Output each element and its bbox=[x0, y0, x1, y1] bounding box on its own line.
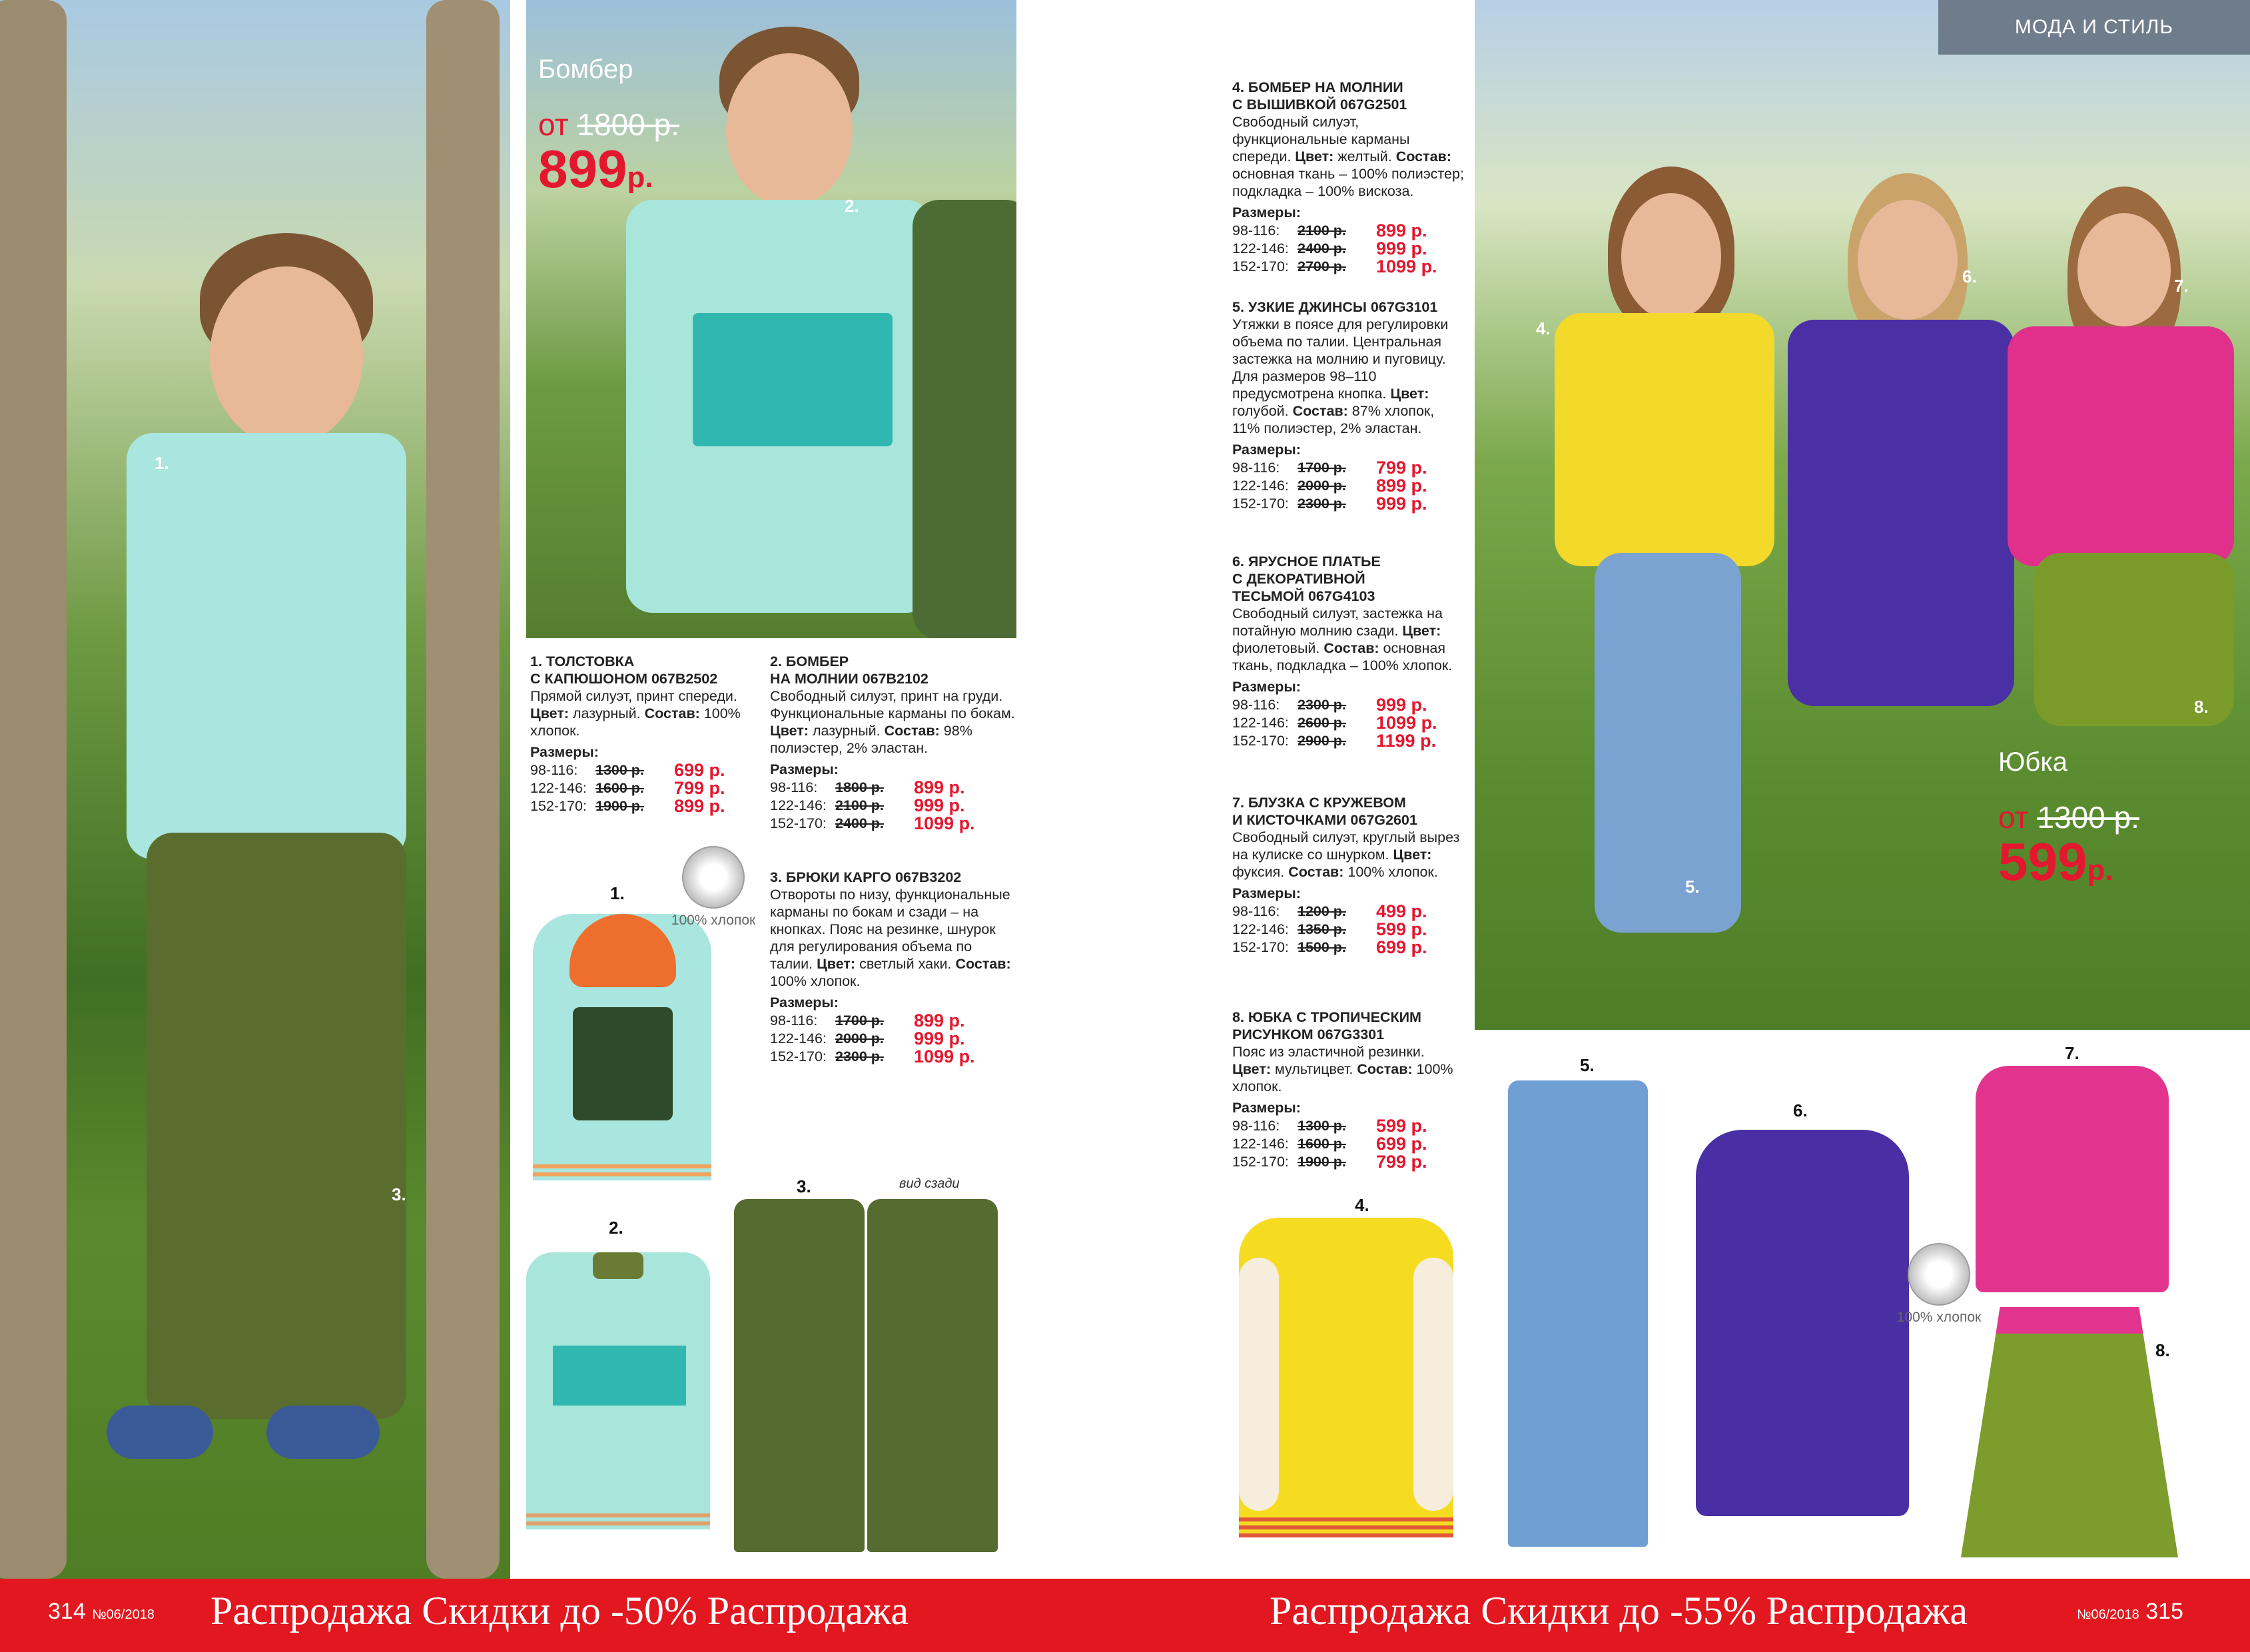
old-price: 2900 р. bbox=[1298, 732, 1346, 749]
product-block-2 bbox=[770, 653, 1016, 832]
photo-boys-bomber bbox=[526, 0, 1016, 638]
product-image-yellow-bomber bbox=[1239, 1218, 1453, 1537]
palm-trunk bbox=[0, 0, 67, 1579]
cotton-badge bbox=[1889, 1243, 1989, 1326]
sneaker bbox=[107, 1406, 213, 1459]
size-range: 152-170: bbox=[1232, 495, 1289, 512]
product-description: Свободный силуэт, принт на груди. Функциональные карманы по бокам. Цвет: лазурный. Состав: 98% полиэстер, 2% эластан. bbox=[770, 688, 1015, 756]
new-price: 899 р. bbox=[1376, 475, 1427, 496]
product-block-7 bbox=[1232, 794, 1465, 956]
overlay-old-price bbox=[538, 107, 679, 143]
photo-number: 7. bbox=[2174, 276, 2189, 296]
old-price: 1900 р. bbox=[1298, 1153, 1346, 1170]
product-number: 2. bbox=[609, 1218, 623, 1238]
size-range: 152-170: bbox=[770, 1048, 827, 1064]
size-row bbox=[770, 796, 1016, 814]
product-number: 4. bbox=[1355, 1195, 1369, 1215]
size-range: 98-116: bbox=[1232, 1117, 1280, 1134]
photo-number: 2. bbox=[845, 196, 859, 216]
old-price: 2000 р. bbox=[835, 1030, 884, 1046]
product-image-cargo-back bbox=[867, 1199, 998, 1552]
size-row bbox=[770, 814, 1016, 832]
overlay-new-price bbox=[1998, 831, 2113, 893]
new-price: 999 р. bbox=[914, 1028, 965, 1048]
new-price: 799 р. bbox=[1376, 457, 1427, 478]
new-price: 1099 р. bbox=[914, 813, 975, 833]
new-price: 599 р. bbox=[1376, 919, 1427, 939]
face bbox=[2077, 213, 2171, 326]
face bbox=[1858, 200, 1958, 320]
rib-hem bbox=[1239, 1513, 1453, 1537]
old-price: 1700 р. bbox=[835, 1012, 884, 1029]
face bbox=[210, 266, 363, 446]
size-range: 98-116: bbox=[1232, 696, 1280, 713]
product-image-bomber bbox=[526, 1252, 710, 1529]
new-price: 899 р. bbox=[914, 1010, 965, 1031]
size-list bbox=[1232, 902, 1465, 956]
product-description: Пояс из эластичной резинки. Цвет: мультицвет. Состав: 100% хлопок. bbox=[1232, 1044, 1453, 1094]
photo-number: 3. bbox=[392, 1184, 406, 1204]
size-range: 122-146: bbox=[1232, 714, 1289, 731]
size-row bbox=[770, 1011, 1016, 1029]
footer-bar bbox=[0, 1579, 2250, 1652]
product-number: 7. bbox=[2065, 1043, 2079, 1063]
new-price: 499 р. bbox=[1376, 901, 1427, 921]
size-row bbox=[530, 761, 757, 779]
old-price: 2400 р. bbox=[1298, 240, 1346, 256]
new-price: 699 р. bbox=[1376, 937, 1427, 957]
product-description: Свободный силуэт, застежка на потайную молнию сзади. Цвет: фиолетовый. Состав: основная ткань, подкладка – 100% хлопок. bbox=[1232, 606, 1453, 673]
product-description: Отвороты по низу, функциональные карманы по бокам и сзади – на кнопках. Пояс на резинке, шнурок для регулирования объема по талии. Цвет: светлый хаки. Состав: 100% хлопок. bbox=[770, 887, 1011, 989]
rib-hem bbox=[526, 1509, 710, 1529]
size-list bbox=[1232, 695, 1465, 749]
size-list bbox=[770, 778, 1016, 832]
old-price: 1300 р. bbox=[1298, 1117, 1346, 1134]
sizes-label: Размеры: bbox=[1232, 1100, 1301, 1116]
product-title: 8. ЮБКА С ТРОПИЧЕСКИМ РИСУНКОМ 067G3301 bbox=[1232, 1009, 1421, 1042]
size-list bbox=[1232, 221, 1465, 275]
size-row bbox=[1232, 1134, 1465, 1152]
photo-girls bbox=[1475, 0, 2250, 1030]
overlay-currency: р. bbox=[627, 161, 653, 194]
product-description: Прямой силуэт, принт спереди. Цвет: лазурный. Состав: 100% хлопок. bbox=[530, 688, 741, 739]
product-number: 5. bbox=[1580, 1055, 1595, 1075]
new-price: 599 р. bbox=[1376, 1115, 1427, 1136]
old-price: 2400 р. bbox=[835, 815, 884, 831]
new-price: 999 р. bbox=[1376, 238, 1427, 258]
product-image-hoodie bbox=[533, 914, 711, 1180]
size-range: 98-116: bbox=[1232, 459, 1280, 476]
hoodie bbox=[127, 433, 406, 859]
product-block-4 bbox=[1232, 79, 1465, 275]
size-range: 98-116: bbox=[1232, 903, 1280, 919]
sizes-label: Размеры: bbox=[1232, 679, 1301, 695]
size-row bbox=[770, 1047, 1016, 1065]
size-row bbox=[1232, 713, 1465, 731]
issue-number: №06/2018 bbox=[92, 1607, 155, 1622]
size-row bbox=[1232, 476, 1465, 494]
cotton-flower-icon bbox=[1908, 1243, 1970, 1306]
old-price: 2300 р. bbox=[1298, 696, 1346, 713]
product-description: Свободный силуэт, круглый вырез на кулиске со шнурком. Цвет: фуксия. Состав: 100% хлопок. bbox=[1232, 829, 1460, 880]
overlay-from: от bbox=[1998, 800, 2029, 835]
size-row bbox=[1232, 920, 1465, 938]
old-price: 2100 р. bbox=[1298, 222, 1346, 238]
sale-banner-left: Распродажа Скидки до -50% Распродажа bbox=[210, 1589, 909, 1633]
new-price: 899 р. bbox=[914, 777, 965, 797]
new-price: 1099 р. bbox=[1376, 256, 1437, 276]
sizes-label: Размеры: bbox=[770, 995, 839, 1011]
product-block-1 bbox=[530, 653, 757, 815]
rib-hem bbox=[533, 1160, 711, 1180]
old-price: 2000 р. bbox=[1298, 477, 1346, 494]
size-row bbox=[1232, 902, 1465, 920]
old-price: 1900 р. bbox=[595, 797, 644, 814]
size-range: 152-170: bbox=[1232, 732, 1289, 749]
hood bbox=[569, 914, 676, 987]
size-range: 98-116: bbox=[530, 761, 578, 778]
product-image-skirt bbox=[1961, 1307, 2178, 1557]
photo-number: 6. bbox=[1962, 266, 1977, 286]
size-range: 98-116: bbox=[770, 779, 818, 795]
page-number-left bbox=[48, 1599, 155, 1625]
old-price: 1200 р. bbox=[1298, 903, 1346, 919]
size-range: 98-116: bbox=[770, 1012, 818, 1029]
sizes-label: Размеры: bbox=[1232, 442, 1301, 458]
old-price: 1300 р. bbox=[595, 761, 644, 778]
size-list bbox=[530, 761, 757, 815]
old-price: 2700 р. bbox=[1298, 258, 1346, 274]
size-row bbox=[1232, 494, 1465, 512]
size-row bbox=[1232, 239, 1465, 257]
new-price: 1099 р. bbox=[1376, 712, 1437, 733]
page-number: 315 bbox=[2145, 1599, 2183, 1624]
cargo-pants bbox=[147, 833, 406, 1419]
new-price: 999 р. bbox=[914, 795, 965, 815]
page-number-right bbox=[2077, 1599, 2183, 1625]
size-range: 152-170: bbox=[530, 797, 587, 814]
sale-banner-right: Распродажа Скидки до -55% Распродажа bbox=[1270, 1589, 1968, 1633]
old-price: 2300 р. bbox=[1298, 495, 1346, 512]
size-list bbox=[1232, 1116, 1465, 1170]
issue-number: №06/2018 bbox=[2077, 1607, 2139, 1622]
product-image-jeans bbox=[1508, 1080, 1648, 1547]
old-price: 2300 р. bbox=[835, 1048, 884, 1064]
second-boy bbox=[913, 200, 1016, 638]
sleeve bbox=[1413, 1258, 1453, 1511]
pink-blouse bbox=[2008, 326, 2234, 566]
face bbox=[726, 53, 853, 206]
bomber-panel bbox=[553, 1346, 686, 1406]
product-image-blouse bbox=[1976, 1066, 2169, 1292]
new-price: 899 р. bbox=[1376, 220, 1427, 240]
overlay-product-name: Юбка bbox=[1998, 747, 2067, 777]
size-range: 152-170: bbox=[1232, 258, 1289, 274]
size-row bbox=[1232, 1152, 1465, 1170]
size-range: 122-146: bbox=[1232, 477, 1289, 494]
overlay-old-value: 1300 р. bbox=[2037, 800, 2139, 835]
skirt-waistband bbox=[1961, 1307, 2178, 1334]
product-number: 1. bbox=[610, 883, 625, 903]
yellow-bomber bbox=[1555, 313, 1774, 566]
sizes-label: Размеры: bbox=[1232, 885, 1301, 901]
new-price: 699 р. bbox=[674, 759, 725, 780]
old-price: 2600 р. bbox=[1298, 714, 1346, 731]
photo-number: 4. bbox=[1536, 318, 1551, 338]
product-title: 4. БОМБЕР НА МОЛНИИ С ВЫШИВКОЙ 067G2501 bbox=[1232, 79, 1407, 113]
product-number: 3. bbox=[797, 1176, 811, 1196]
overlay-old-price bbox=[1998, 799, 2139, 835]
size-list bbox=[770, 1011, 1016, 1065]
sneaker bbox=[266, 1406, 380, 1459]
jeans bbox=[1595, 553, 1741, 933]
purple-dress bbox=[1788, 320, 2014, 706]
product-title: 7. БЛУЗКА С КРУЖЕВОМ И КИСТОЧКАМИ 067G2601 bbox=[1232, 795, 1417, 828]
bomber-panel bbox=[693, 313, 893, 446]
photo-number: 5. bbox=[1685, 877, 1700, 897]
size-range: 122-146: bbox=[530, 779, 587, 796]
size-range: 122-146: bbox=[1232, 921, 1289, 937]
size-list bbox=[1232, 458, 1465, 512]
photo-number: 1. bbox=[155, 453, 169, 473]
size-row bbox=[530, 779, 757, 797]
old-price: 2100 р. bbox=[835, 797, 884, 813]
new-price: 899 р. bbox=[674, 795, 725, 816]
cotton-badge bbox=[663, 846, 763, 929]
size-row bbox=[1232, 221, 1465, 239]
size-range: 152-170: bbox=[1232, 1153, 1289, 1170]
overlay-new-value: 599 bbox=[1998, 832, 2087, 891]
product-description: Свободный силуэт, функциональные карманы спереди. Цвет: желтый. Состав: основная ткань – 100% полиэстер; подкладка – 100% вискоза. bbox=[1232, 114, 1464, 199]
old-price: 1600 р. bbox=[1298, 1135, 1346, 1152]
product-block-8 bbox=[1232, 1009, 1465, 1170]
overlay-currency: р. bbox=[2087, 854, 2113, 887]
product-description: Утяжки в поясе для регулировки объема по талии. Центральная застежка на молнию и пуговицу. Для размеров 98–110 предусмотрена кнопка. Цвет: голубой. Состав: 87% хлопок, 11% полиэстер, 2% эластан. bbox=[1232, 316, 1449, 436]
collar bbox=[593, 1252, 643, 1279]
cotton-label: 100% хлопок bbox=[671, 913, 756, 928]
product-title: 3. БРЮКИ КАРГО 067B3202 bbox=[770, 869, 962, 885]
product-number: 6. bbox=[1793, 1100, 1808, 1120]
size-row bbox=[1232, 458, 1465, 476]
size-row bbox=[530, 797, 757, 815]
sizes-label: Размеры: bbox=[770, 761, 839, 777]
overlay-new-price bbox=[538, 139, 653, 200]
new-price: 799 р. bbox=[674, 777, 725, 798]
print-82 bbox=[573, 1007, 673, 1120]
palm-trunk bbox=[426, 0, 500, 1579]
product-title: 5. УЗКИЕ ДЖИНСЫ 067G3101 bbox=[1232, 299, 1438, 315]
size-row bbox=[770, 1029, 1016, 1047]
sizes-label: Размеры: bbox=[1232, 205, 1301, 220]
old-price: 1500 р. bbox=[1298, 939, 1346, 955]
size-row bbox=[1232, 257, 1465, 275]
page-number: 314 bbox=[48, 1599, 86, 1624]
old-price: 1800 р. bbox=[835, 779, 884, 795]
size-row bbox=[1232, 1116, 1465, 1134]
new-price: 1099 р. bbox=[914, 1046, 975, 1066]
product-block-5 bbox=[1232, 298, 1465, 512]
section-tag: МОДА И СТИЛЬ bbox=[1938, 0, 2250, 55]
size-range: 98-116: bbox=[1232, 222, 1280, 238]
size-row bbox=[770, 778, 1016, 796]
overlay-product-name: Бомбер bbox=[538, 55, 633, 84]
size-range: 122-146: bbox=[1232, 240, 1289, 256]
cotton-flower-icon bbox=[682, 846, 745, 909]
size-row bbox=[1232, 731, 1465, 749]
old-price: 1700 р. bbox=[1298, 459, 1346, 476]
overlay-from: от bbox=[538, 107, 569, 142]
face bbox=[1621, 193, 1721, 320]
product-title: 2. БОМБЕР НА МОЛНИИ 067B2102 bbox=[770, 653, 929, 687]
size-range: 122-146: bbox=[770, 797, 827, 813]
product-image-cargo-front bbox=[734, 1199, 865, 1552]
overlay-old-value: 1800 р. bbox=[577, 107, 679, 142]
old-price: 1350 р. bbox=[1298, 921, 1346, 937]
size-row bbox=[1232, 695, 1465, 713]
product-block-3 bbox=[770, 869, 1016, 1065]
size-range: 152-170: bbox=[1232, 939, 1289, 955]
size-range: 122-146: bbox=[770, 1030, 827, 1046]
size-row bbox=[1232, 938, 1465, 956]
size-range: 152-170: bbox=[770, 815, 827, 831]
sleeve bbox=[1239, 1258, 1279, 1511]
product-number: 8. bbox=[2155, 1340, 2170, 1360]
size-range: 122-146: bbox=[1232, 1135, 1289, 1152]
new-price: 699 р. bbox=[1376, 1133, 1427, 1154]
product-title: 1. ТОЛСТОВКА С КАПЮШОНОМ 067B2502 bbox=[530, 653, 718, 687]
new-price: 999 р. bbox=[1376, 694, 1427, 715]
cotton-label: 100% хлопок bbox=[1896, 1310, 1982, 1325]
product-image-dress bbox=[1696, 1130, 1909, 1516]
back-view-caption: вид сзади bbox=[899, 1176, 960, 1191]
photo-number: 8. bbox=[2194, 697, 2209, 717]
old-price: 1600 р. bbox=[595, 779, 644, 796]
product-block-6 bbox=[1232, 553, 1465, 749]
product-title: 6. ЯРУСНОЕ ПЛАТЬЕ С ДЕКОРАТИВНОЙ ТЕСЬМОЙ 067G4103 bbox=[1232, 554, 1381, 604]
overlay-new-value: 899 bbox=[538, 139, 627, 199]
new-price: 799 р. bbox=[1376, 1151, 1427, 1172]
new-price: 999 р. bbox=[1376, 493, 1427, 514]
new-price: 1199 р. bbox=[1376, 730, 1437, 751]
sizes-label: Размеры: bbox=[530, 744, 599, 760]
photo-boy-hoodie-cargo bbox=[0, 0, 510, 1579]
